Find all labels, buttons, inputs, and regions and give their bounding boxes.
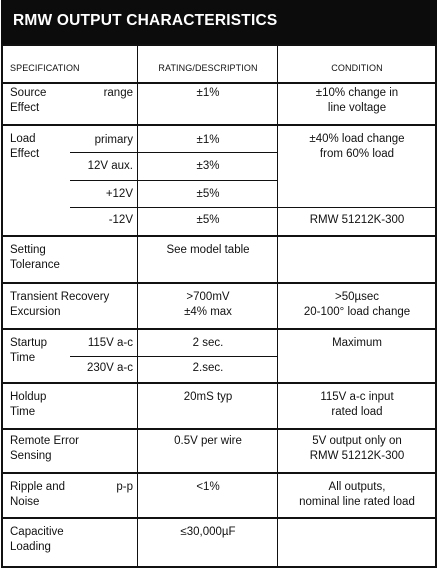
ripple-noise-condition-2: nominal line rated load	[299, 496, 415, 508]
load-effect-label-1: Load	[10, 133, 36, 145]
load-subrow-divider-2	[70, 180, 278, 181]
transient-recovery-condition-2: 20-100° load change	[303, 306, 411, 318]
load-effect-rating-plus12v: ±5%	[196, 188, 220, 200]
ripple-noise-label-1: Ripple and	[10, 481, 65, 493]
transient-recovery-label-2: Excursion	[10, 306, 61, 318]
remote-sensing-condition-1: 5V output only on	[312, 435, 402, 447]
transient-recovery-label-1: Transient Recovery	[10, 291, 110, 303]
startup-time-rating-115v: 2 sec.	[192, 337, 224, 349]
header-condition: CONDITION	[331, 63, 383, 73]
holdup-time-label-1: Holdup	[10, 391, 47, 403]
remote-sensing-label-2: Sensing	[10, 450, 52, 462]
load-effect-rating-minus12v: ±5%	[196, 214, 220, 226]
holdup-time-condition-2: rated load	[331, 406, 383, 418]
load-effect-sub-12v-aux: 12V aux.	[87, 160, 133, 172]
load-subrow-divider-3	[70, 207, 278, 208]
startup-time-sub-115v: 115V a-c	[87, 337, 133, 349]
ripple-noise-condition-1: All outputs,	[328, 481, 386, 493]
row-divider-startup	[1, 382, 437, 384]
row-divider-setting	[1, 282, 437, 284]
setting-tolerance-rating: See model table	[166, 244, 250, 256]
ripple-noise-label-2: Noise	[10, 496, 40, 508]
source-effect-sub: range	[103, 87, 133, 99]
row-divider-transient	[1, 328, 437, 330]
holdup-time-label-2: Time	[10, 406, 36, 418]
table-title: RMW OUTPUT CHARACTERISTICS	[13, 12, 278, 29]
load-subrow-divider-1	[70, 152, 278, 153]
transient-recovery-rating-2: ±4% max	[184, 306, 232, 318]
transient-recovery-condition-1: >50µsec	[334, 291, 380, 303]
ripple-noise-sub: p-p	[116, 481, 133, 493]
remote-sensing-rating: 0.5V per wire	[174, 435, 242, 447]
holdup-time-condition-1: 115V a-c input	[320, 391, 394, 403]
transient-recovery-rating-1: >700mV	[186, 291, 230, 303]
source-effect-label-2: Effect	[10, 102, 40, 114]
header-specification: SPECIFICATION	[10, 63, 80, 73]
row-divider-load	[1, 235, 437, 237]
load-effect-sub-minus12v: -12V	[108, 214, 133, 226]
row-divider-header	[1, 82, 437, 84]
capacitive-loading-label-2: Loading	[10, 541, 51, 553]
startup-time-sub-230v: 230V a-c	[86, 362, 133, 374]
row-divider-top	[1, 44, 437, 46]
capacitive-loading-label-1: Capacitive	[10, 526, 64, 538]
load-effect-label-2: Effect	[10, 148, 40, 160]
startup-time-rating-230v: 2.sec.	[192, 362, 224, 374]
load-effect-rating-12v-aux: ±3%	[196, 160, 220, 172]
load-effect-condition-3: RMW 51212K-300	[309, 214, 405, 226]
remote-sensing-condition-2: RMW 51212K-300	[309, 450, 405, 462]
startup-time-label-2: Time	[10, 352, 36, 364]
startup-time-condition: Maximum	[332, 337, 382, 349]
load-effect-condition-2: from 60% load	[319, 148, 395, 160]
load-effect-sub-plus12v: +12V	[105, 188, 133, 200]
row-divider-holdup	[1, 428, 437, 430]
setting-tolerance-label-2: Tolerance	[10, 259, 60, 271]
row-divider-source	[1, 124, 437, 126]
source-effect-rating: ±1%	[196, 87, 220, 99]
setting-tolerance-label-1: Setting	[10, 244, 46, 256]
ripple-noise-rating: <1%	[196, 481, 220, 493]
row-divider-remote	[1, 472, 437, 474]
startup-subrow-divider	[70, 356, 278, 357]
holdup-time-rating: 20mS typ	[183, 391, 233, 403]
header-rating: RATING/DESCRIPTION	[158, 63, 258, 73]
load-effect-sub-primary: primary	[94, 134, 133, 146]
source-effect-condition-2: line voltage	[327, 102, 387, 114]
source-effect-label-1: Source	[10, 87, 47, 99]
load-condition-divider	[278, 207, 436, 208]
capacitive-loading-rating: ≤30,000µF	[180, 526, 236, 538]
load-effect-rating-primary: ±1%	[196, 134, 220, 146]
startup-time-label-1: Startup	[10, 337, 48, 349]
table-border-left	[1, 44, 3, 568]
row-divider-ripple	[1, 517, 437, 519]
source-effect-condition-1: ±10% change in	[315, 87, 399, 99]
remote-sensing-label-1: Remote Error	[10, 435, 80, 447]
load-effect-condition-1: ±40% load change	[309, 133, 405, 145]
